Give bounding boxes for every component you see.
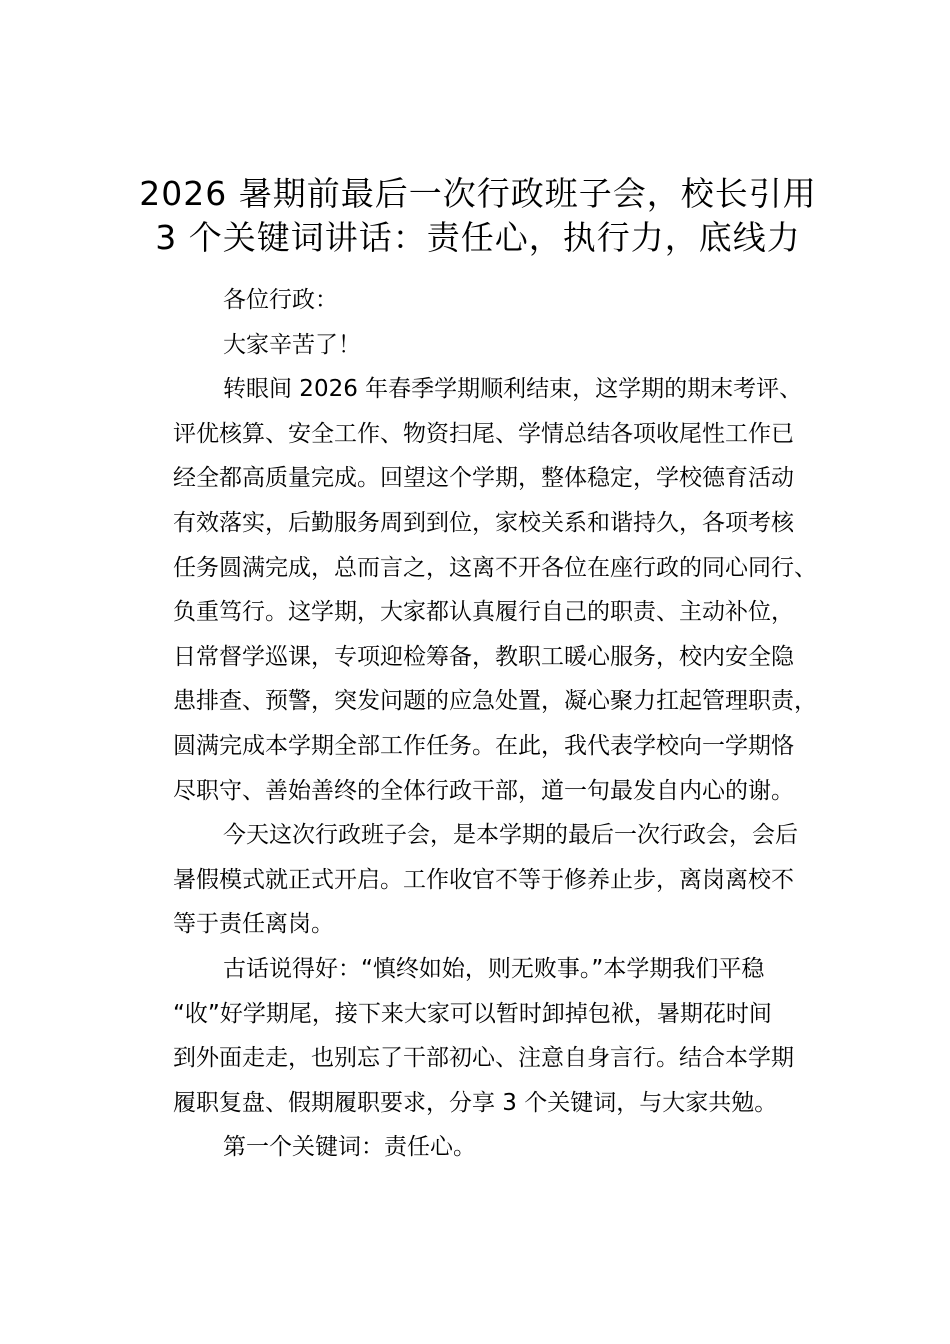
text-line: 大家辛苦了！ bbox=[223, 331, 361, 358]
text-line: 尽职守、善始善终的全体行政干部，道一句最发自内心的谢。 bbox=[173, 777, 794, 804]
paragraph-review bbox=[127, 367, 862, 813]
paragraph-salutation bbox=[127, 278, 862, 323]
text-line: 各位行政： bbox=[223, 287, 338, 313]
paragraph-greeting bbox=[127, 323, 862, 368]
document-title bbox=[118, 172, 838, 260]
paragraph-proverb bbox=[127, 947, 862, 1125]
text-line: 患排查、预警，突发问题的应急处置，凝心聚力扛起管理职责， bbox=[173, 688, 817, 715]
text-line: 评优核算、安全工作、物资扫尾、学情总结各项收尾性工作已 bbox=[173, 420, 794, 447]
title-line-1: 2026 暑期前最后一次行政班子会，校长引用 bbox=[139, 174, 817, 213]
paragraph-meeting bbox=[127, 813, 862, 947]
text-line: 暑假模式就正式开启。工作收官不等于修养止步，离岗离校不 bbox=[173, 866, 794, 893]
text-line: 今天这次行政班子会，是本学期的最后一次行政会，会后 bbox=[223, 822, 798, 849]
text-line: 转眼间 2026 年春季学期顺利结束，这学期的期末考评、 bbox=[223, 376, 803, 403]
text-line: 经全都高质量完成。回望这个学期，整体稳定，学校德育活动 bbox=[173, 465, 794, 492]
document-body bbox=[127, 278, 862, 1170]
text-line: 履职复盘、假期履职要求，分享 3 个关键词，与大家共勉。 bbox=[173, 1089, 778, 1116]
title-line-2: 3 个关键词讲话：责任心，执行力，底线力 bbox=[155, 218, 801, 257]
text-line: 等于责任离岗。 bbox=[173, 911, 334, 938]
text-line: “收”好学期尾，接下来大家可以暂时卸掉包袱，暑期花时间 bbox=[173, 1000, 772, 1027]
text-line: 日常督学巡课，专项迎检筹备，教职工暖心服务，校内安全隐 bbox=[173, 643, 794, 670]
text-line: 任务圆满完成，总而言之，这离不开各位在座行政的同心同行、 bbox=[173, 554, 817, 581]
text-line: 有效落实，后勤服务周到到位，家校关系和谐持久，各项考核 bbox=[173, 509, 794, 536]
text-line: 第一个关键词：责任心。 bbox=[223, 1134, 476, 1161]
text-line: 到外面走走，也别忘了干部初心、注意自身言行。结合本学期 bbox=[173, 1045, 794, 1072]
text-line: 负重笃行。这学期，大家都认真履行自己的职责、主动补位， bbox=[173, 599, 794, 626]
text-line: 古话说得好：“慎终如始，则无败事。”本学期我们平稳 bbox=[223, 955, 765, 982]
text-line: 圆满完成本学期全部工作任务。在此，我代表学校向一学期恪 bbox=[173, 732, 794, 759]
paragraph-keyword-one bbox=[127, 1125, 862, 1170]
